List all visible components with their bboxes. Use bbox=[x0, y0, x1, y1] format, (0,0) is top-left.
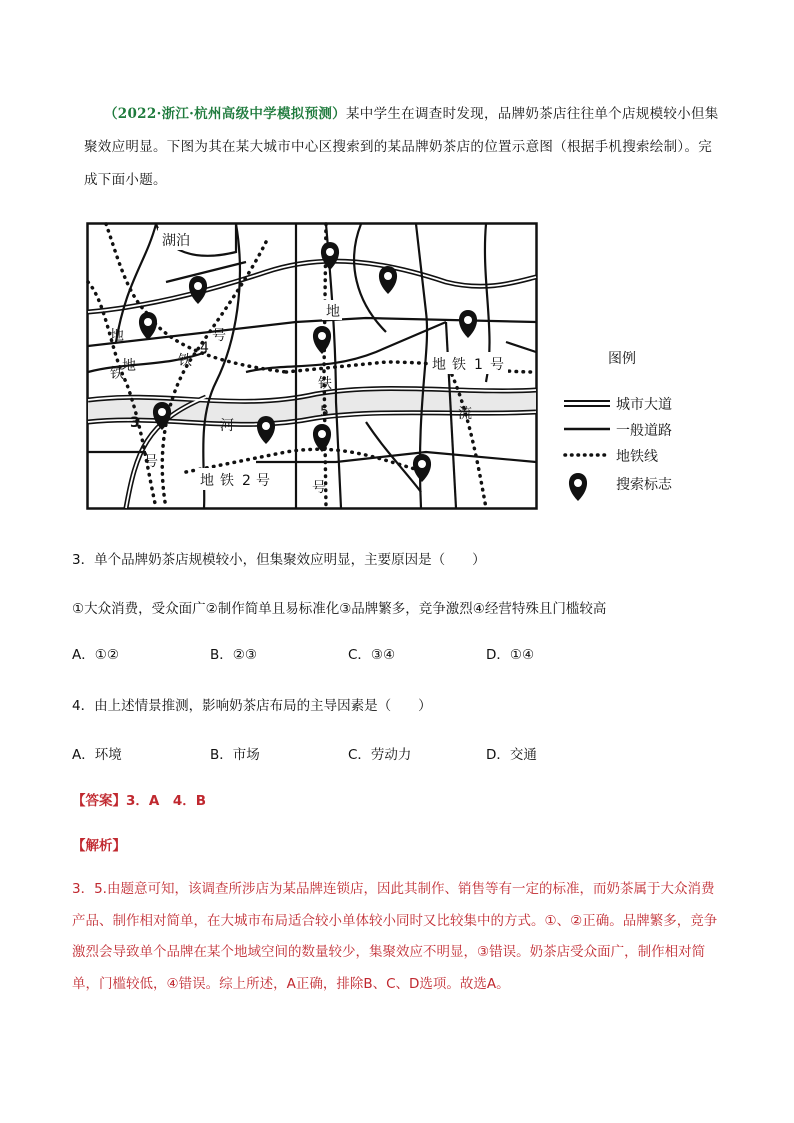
legend-label-pin: 搜索标志 bbox=[616, 477, 672, 493]
metro3-label-4: 号 bbox=[144, 454, 158, 470]
store-location-map bbox=[86, 222, 538, 510]
metro3-label-3: 3 bbox=[130, 415, 140, 431]
double-line-icon bbox=[562, 392, 612, 414]
question-source: （2022·浙江·杭州高级中学模拟预测） bbox=[104, 106, 346, 122]
metro5-label-4: 号 bbox=[312, 480, 326, 496]
legend-item-road bbox=[562, 418, 702, 440]
metro2-label-2: 铁 bbox=[220, 473, 234, 489]
legend-item-avenue bbox=[562, 392, 702, 414]
intro-text: 某中学生在调查时发现，品牌奶茶店往往单个店规模较小但集聚效应明显。下图为其在某大城市中心区搜索到的某品牌奶茶店的位置示意图（根据手机搜索绘制）。完成下面小题。 bbox=[84, 106, 719, 188]
legend-label-avenue: 城市大道 bbox=[616, 397, 672, 413]
q3-option-c: C．③④ bbox=[348, 647, 396, 663]
intro-paragraph bbox=[84, 98, 722, 197]
q4-option-a: A．环境 bbox=[72, 747, 122, 763]
metro5-label-1: 地 bbox=[326, 304, 340, 320]
q4-option-c: C．劳动力 bbox=[348, 747, 412, 763]
metro5-label-2: 铁 bbox=[318, 376, 332, 392]
question-3-stem: 3．单个品牌奶茶店规模较小，但集聚效应明显，主要原因是（ ） bbox=[72, 552, 486, 568]
metro1-label-2: 铁 bbox=[452, 357, 466, 373]
map-svg bbox=[86, 222, 538, 510]
legend-label-road: 一般道路 bbox=[616, 423, 672, 439]
metro4-label-2: 铁 bbox=[110, 366, 124, 382]
q3-option-b: B．②③ bbox=[210, 647, 257, 663]
map-pin-icon bbox=[562, 470, 612, 504]
metro1-label-4: 号 bbox=[490, 357, 504, 373]
answer-line: 【答案】3．A 4．B bbox=[72, 793, 207, 809]
legend-title: 图例 bbox=[608, 351, 636, 367]
legend-item-metro bbox=[562, 444, 702, 466]
metro4-label-6: 铁 bbox=[178, 353, 192, 369]
q3-option-d: D．①④ bbox=[486, 647, 535, 663]
river-label-2: 流 bbox=[458, 406, 472, 422]
metro2-label-4: 号 bbox=[256, 473, 270, 489]
analysis-title: 【解析】 bbox=[72, 838, 126, 854]
legend-label-metro: 地铁线 bbox=[616, 449, 658, 465]
dotted-line-icon bbox=[562, 444, 612, 466]
question-3-statements: ①大众消费，受众面广②制作简单且易标准化③品牌繁多，竞争激烈④经营特殊且门槛较高 bbox=[72, 601, 607, 617]
metro1-label-1: 地 bbox=[432, 357, 446, 373]
metro1-label-3: 1 bbox=[474, 357, 483, 373]
q4-option-b: B．市场 bbox=[210, 747, 260, 763]
single-line-icon bbox=[562, 418, 612, 440]
question-4-stem: 4．由上述情景推测，影响奶茶店布局的主导因素是（ ） bbox=[72, 698, 432, 714]
metro4-label-4: 4 bbox=[200, 340, 209, 356]
river-label-1: 河 bbox=[220, 418, 234, 434]
legend-item-pin bbox=[562, 470, 702, 504]
metro5-label-3: 5 bbox=[320, 404, 329, 420]
analysis-body: 3．5.由题意可知，该调查所涉店为某品牌连锁店，因此其制作、销售等有一定的标准，而奶茶属于大众消费产品、制作相对简单，在大城市布局适合较小单体较小同时又比较集中的方式。①、②正确。品牌繁多，竞争激烈会导致单个品牌在某个地域空间的数量较少，集聚效应不明显，③错误。奶茶店受众面广，制作相对简单，门槛较低，④错误。综上所述，A正确，排除B、C、D选项。故选A。 bbox=[72, 881, 718, 992]
metro3-label-1: 地 bbox=[122, 358, 136, 374]
metro2-label-3: 2 bbox=[242, 473, 251, 489]
q4-option-d: D．交通 bbox=[486, 747, 537, 763]
metro2-label-1: 地 bbox=[200, 473, 214, 489]
metro4-label-1: 地 bbox=[110, 328, 124, 344]
q3-option-a: A．①② bbox=[72, 647, 119, 663]
lake-label: 湖泊 bbox=[162, 233, 190, 249]
metro4-label-5: 号 bbox=[212, 328, 226, 344]
